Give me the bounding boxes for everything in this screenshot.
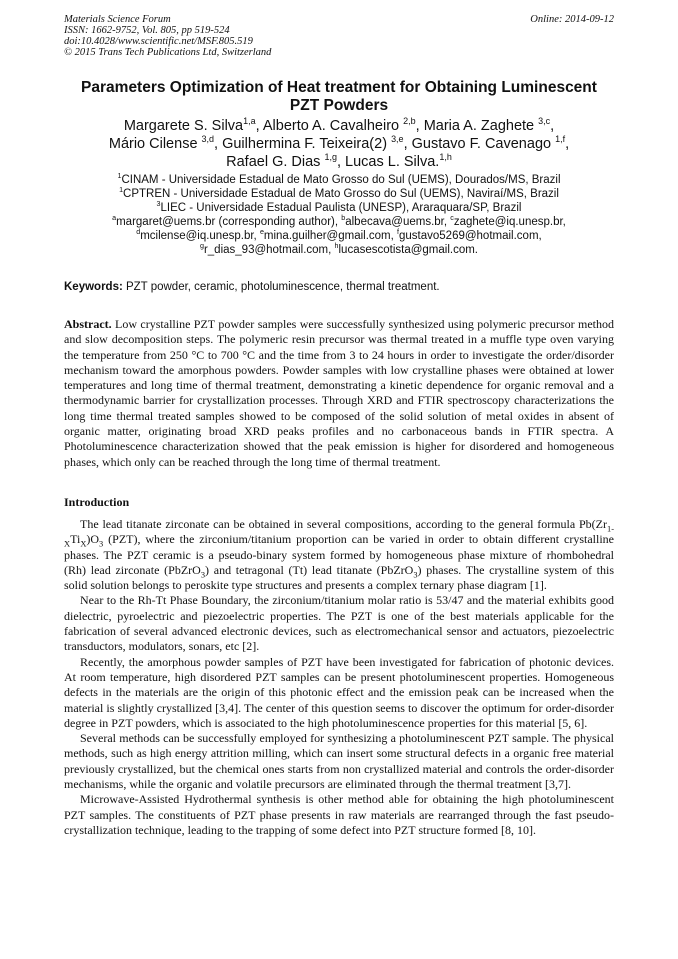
keywords-text: PZT powder, ceramic, photoluminescence, thermal treatment. <box>122 281 440 293</box>
author-list <box>40 117 638 171</box>
affiliation: $^1$CINAM - Universidade Estadual de Mato Grosso do Sul (UEMS), Dourados/MS, Brazil <box>117 172 561 186</box>
keywords-label: Keywords: <box>64 281 123 293</box>
email-link[interactable]: $^e$mina.guilher@gmail.com, <box>259 228 398 242</box>
author: Margarete S. Silva$^{1,a}$, <box>123 116 263 134</box>
doi-line: doi:10.4028/www.scientific.net/MSF.805.519 <box>64 36 253 47</box>
affiliation: $^1$CPTREN - Universidade Estadual de Mato Grosso do Sul (UEMS), Naviraí/MS, Brazil <box>119 186 559 200</box>
paper-title <box>40 79 638 115</box>
email-link[interactable]: $^g$r_dias_93@hotmail.com, <box>199 242 335 256</box>
paragraph: The lead titanate zirconate can be obtained in several compositions, according to the general formula $Pb(Zr_{1-X}Ti_X)O_3$ (PZT), where the zirconium/titanium proportion can be varied in order to obtain different crystalline phases. The PZT ceramic is a pseudo-binary system formed by homogeneous phase mixture of rhombohedral (Rh) lead zirconate (PbZrO$_3$) and tetragonal (Tt) lead titanate (PbZrO$_3$) phases. The crystalline system of this solid solution belongs to peroskite type structures and presents a complex ternary phase diagram [1]. <box>64 517 615 593</box>
issn-line: ISSN: 1662-9752, Vol. 805, pp 519-524 <box>64 25 230 36</box>
affiliations <box>40 173 638 257</box>
section-heading-introduction: Introduction <box>64 495 130 509</box>
author: Alberto A. Cavalheiro $^{2,b}$, <box>262 116 424 134</box>
abstract-label: Abstract. <box>64 317 112 331</box>
email-link[interactable]: $^c$zaghete@iq.unesp.br, <box>450 214 566 228</box>
email-line <box>40 215 638 229</box>
introduction-body <box>64 517 614 838</box>
author: Lucas L. Silva.$^{1,h}$ <box>345 152 452 170</box>
author: Maria A. Zaghete $^{3,c}$, <box>423 116 555 134</box>
email-link[interactable]: $^d$mcilense@iq.unesp.br, <box>136 228 260 242</box>
email-link[interactable]: $^f$gustavo5269@hotmail.com, <box>397 228 542 242</box>
abstract-text: Low crystalline PZT powder samples were successfully synthesized using polymeric precursor method and slow decomposition steps. The polymeric resin precursor was thermal treated in a muffle type oven varying the temperature from 250 °C to 700 °C and the time from 3 to 24 hours in order to investigate the order/disorder mechanism toward the amorphous powders. Powder samples with low crystalline phases were obtained at lower temperatures and long time of thermal treatment, demonstrating a kinetic dependence for organic removal and a thermodynamic barrier for crystallization processes. Through XRD and FTIR spectroscopy characterizations the long time thermal treated samples showed to be composed of the solid solution of metal oxides in absent of organic matter, originating broad XRD peaks profiles and no carbonaceous bands in FTIR spectra. A Photoluminescence characterization showed that the peak emission is higher for disordered and homogeneous phases, which only can be reached through the long time of thermal treatment. <box>64 317 614 469</box>
paragraph: Recently, the amorphous powder samples of PZT have been investigated for fabrication of photonic devices. At room temperature, high disordered PZT samples can be present photoluminescent properties. Homogeneous defects in the materials are the origin of this photonic effect and the emission peak can be increased when the material is slightly crystallized [3,4]. The center of this question seems to discover the optimum for order-disorder degree in PZT powders, which is associated to the high photoluminescence properties for this material [5, 6]. <box>64 654 614 730</box>
title-line-1: Parameters Optimization of Heat treatment for Obtaining Luminescent <box>81 79 597 96</box>
email-line <box>40 243 638 257</box>
author: Gustavo F. Cavenago $^{1,f}$, <box>411 134 570 152</box>
paragraph: Several methods can be successfully employed for synthesizing a photoluminescent PZT sample. The physical methods, such as high energy attrition milling, which can insert some structural defects in a organic free material previously crystallized, but the chemical ones starts from non crystallized material and controls the order-disorder mechanisms, while the organic and volatile precursors are eliminated through the thermal treatment [3,7]. <box>64 731 614 792</box>
copyright-line: © 2015 Trans Tech Publications Ltd, Switzerland <box>64 47 272 58</box>
affiliation: $^3$LIEC - Universidade Estadual Paulista (UNESP), Araraquara/SP, Brazil <box>156 200 522 214</box>
title-line-2: PZT Powders <box>289 97 389 114</box>
paragraph: Microwave-Assisted Hydrothermal synthesis is other method able for obtaining the high photoluminescent PZT samples. The constituents of PZT phase presents in raw materials are rearranged through the fast pseudo-crystallization technique, leading to the trapping of some defect into PZT structure formed [8, 10]. <box>64 792 614 837</box>
author: Mário Cilense $^{3,d}$, <box>108 134 223 152</box>
email-link[interactable]: $^b$albecava@uems.br, <box>341 214 451 228</box>
keywords <box>64 280 614 294</box>
email-line <box>40 229 638 243</box>
online-date: Online: 2014-09-12 <box>530 14 614 25</box>
journal-header <box>64 14 614 58</box>
abstract <box>64 317 614 470</box>
email-link[interactable]: $^h$lucasescotista@gmail.com. <box>334 242 478 256</box>
paragraph: Near to the Rh-Tt Phase Boundary, the zirconium/titanium molar ratio is 53/47 and the material exhibits good dielectric, pyroelectric and piezoelectric properties. The PZT is one of the best materials applicable for the fabrication of several advanced electronic devices, such as electromechanical sensor and actuators, piezoelectric transductors, modulators, sonars, etc [2]. <box>64 593 614 654</box>
author: Guilhermina F. Teixeira(2) $^{3,e}$, <box>222 134 412 152</box>
author: Rafael G. Dias $^{1,g}$, <box>226 152 346 170</box>
journal-name: Materials Science Forum <box>64 14 171 25</box>
email-link[interactable]: $^a$margaret@uems.br (corresponding author), <box>112 214 342 228</box>
